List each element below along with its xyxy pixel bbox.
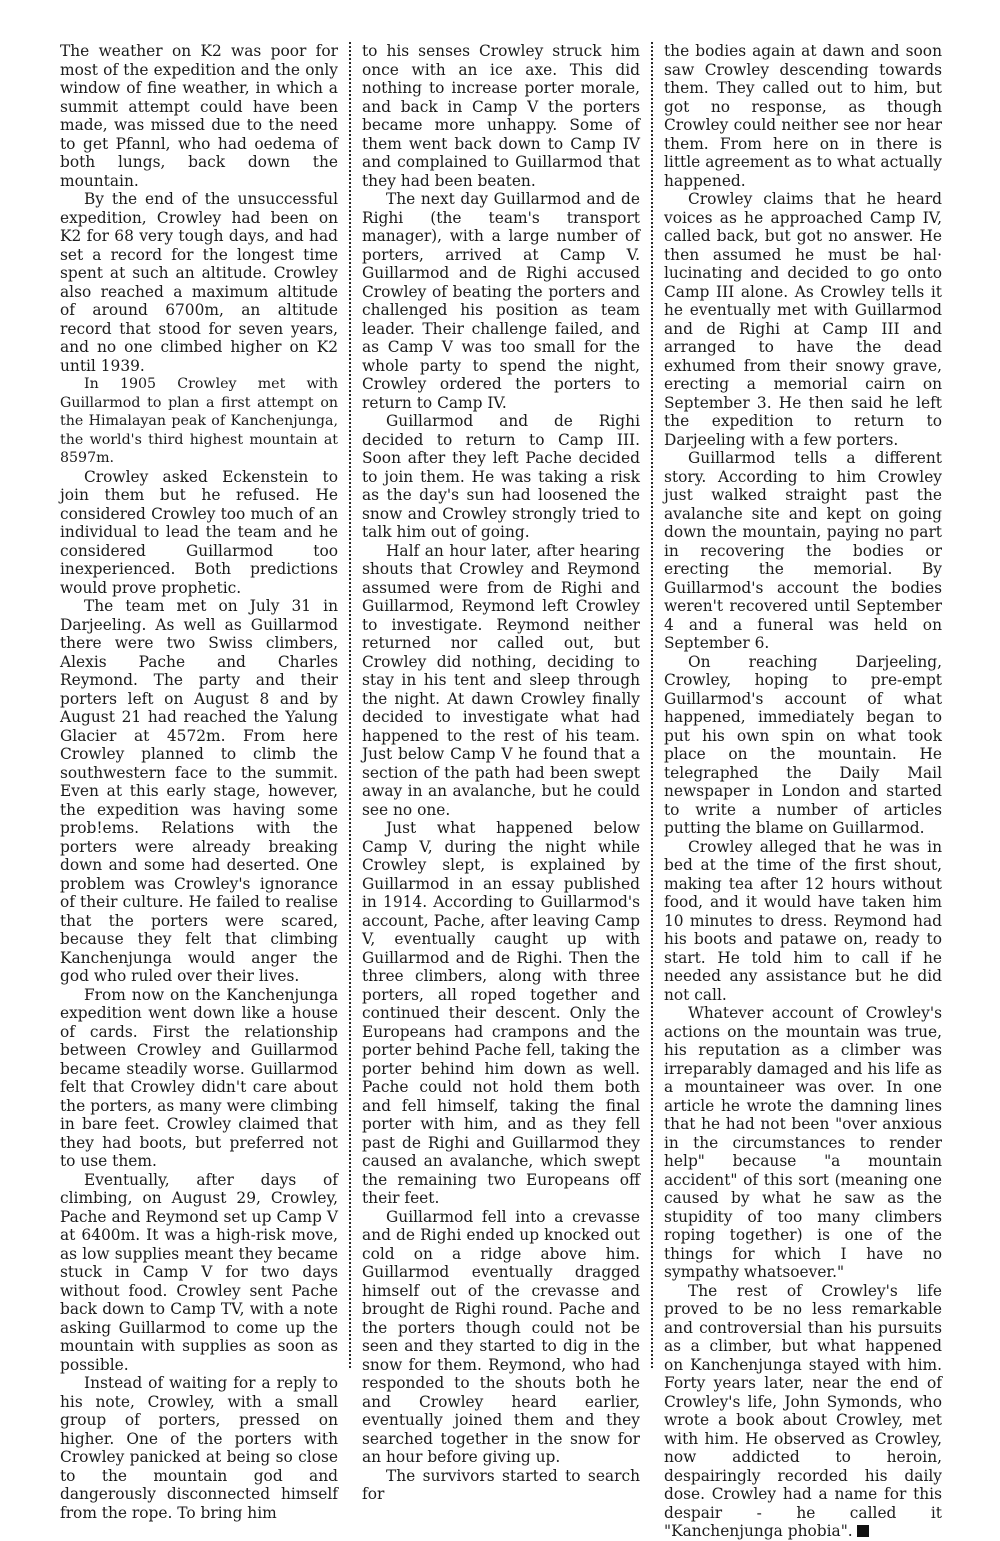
paragraph: Guillarmod fell into a crevasse and de Righi ended up knocked out cold on a ridge above him. Guillarmod eventually dragged himself out of the crevasse and brought de Righi round. Pache and the porters though could not be seen and they started to dig in the snow for them. Reymond, who had responded to the shouts both he and Crowley heard earlier, eventually joined them and they searched together in the snow for an hour before giving up. <box>362 1207 640 1466</box>
paragraph: In 1905 Crowley met with Guillarmod to plan a first attempt on the Himalayan peak of Kanchenjunga, the world's third highest mountain at 8597m. <box>60 376 338 466</box>
end-of-article-mark <box>857 1525 869 1537</box>
column-divider <box>338 42 362 1368</box>
paragraph: Instead of waiting for a reply to his note, Crowley, with a small group of porters, pressed on higher. One of the porters with Crowley panicked at being so close to the mountain god and dangerously disconnected himself from the rope. To bring him <box>60 1374 338 1522</box>
paragraph: Guillarmod and de Righi decided to return to Camp III. Soon after they left Pache decided to join them. He was taking a risk as the day's sun had loosened the snow and Crowley strongly tried to talk him out of going. <box>362 412 640 541</box>
paragraph: Whatever account of Crowley's actions on the mountain was true, his reputation as a climber was irreparably damaged and his life as a mountaineer was over. In one article he wrote the damning lines that he had not been "over anxious in the circumstances to render help" because "a mountain accident" of this sort (meaning one caused by what he saw as the stupidity of too many climbers roping together) is one of the things for which I have no sympathy whatsoever." <box>664 1004 942 1281</box>
paragraph: The weather on K2 was poor for most of the expedition and the only window of fine weather, in which a summit attempt could have been made, was missed due to the need to get Pfannl, who had oedema of both lungs, back down the mountain. <box>60 42 338 190</box>
last-paragraph <box>664 1282 942 1541</box>
column-2 <box>362 42 640 1503</box>
paragraph: By the end of the unsuccessful expedition, Crowley had been on K2 for 68 very tough days, and had set a record for the longest time spent at such an altitude. Crowley also reached a maximum altitude of around 6700m, an altitude record that stood for seven years, and no one climbed higher on K2 until 1939. <box>60 190 338 375</box>
column-1 <box>60 42 338 1522</box>
paragraph-text: The rest of Crowley's life proved to be no less remarkable and controversial than his pursuits as a climber, but what happened on Kanchenjunga stayed with him. Forty years later, near the end of Crowley's life, John Symonds, who wrote a book about Crowley, met with him. He observed as Crowley, now addicted to heroin, despairingly recorded his daily dose. Crowley had a name for this despair - he called it "Kanchenjunga phobia". <box>664 1281 942 1540</box>
paragraph: Crowley asked Eckenstein to join them but he refused. He considered Crowley too much of an individual to lead the team and he considered Guillarmod too inexperienced. Both predictions would prove prophetic. <box>60 467 338 597</box>
paragraph: Crowley alleged that he was in bed at the time of the first shout, making tea after 12 hours without food, and it would have taken him 10 minutes to dress. Reymond had his boots and patawe on, ready to start. He told him to call if he needed any assistance but he did not call. <box>664 837 942 1004</box>
paragraph: From now on the Kanchenjunga expedition went down like a house of cards. First the relationship between Crowley and Guillarmod became steadily worse. Guillarmod felt that Crowley didn't care about the porters, as many were climbing in bare feet. Crowley claimed that they had boots, but preferred not to use them. <box>60 985 338 1170</box>
article-body <box>60 42 942 1540</box>
paragraph: Just what happened below Camp V, during the night while Crowley slept, is explained by Guillarmod in an essay published in 1914. According to Guillarmod's account, Pache, after leaving Camp V, eventually caught up with Guillarmod and de Righi. Then the three climbers, along with three porters, all roped together and continued their descent. Only the Europeans had crampons and the porter behind Pache fell, taking the porter behind him down as well. Pache could not hold them both and fell himself, taking the final porter with him, and as they fell past de Righi and Guillarmod they caused an avalanche, which swept the remaining two Europeans off their feet. <box>362 819 640 1207</box>
paragraph: Half an hour later, after hearing shouts that Crowley and Reymond assumed were from de Righi and Guillarmod, Reymond left Crowley to investigate. Reymond neither returned nor called out, but Crowley did nothing, deciding to stay in his tent and sleep through the night. At dawn Crowley finally decided to investigate what had happened to the rest of his team. Just below Camp V he found that a section of the path had been swept away in an avalanche, but he could see no one. <box>362 541 640 819</box>
paragraph: The survivors started to search for <box>362 1466 640 1503</box>
paragraph: the bodies again at dawn and soon saw Crowley descending towards them. They called out to him, but got no response, as though Crowley could neither see nor hear them. From here on in there is little agreement as to what actually happened. <box>664 42 942 190</box>
paragraph: Guillarmod tells a different story. According to him Crowley just walked straight past the avalanche site and kept on going down the mountain, paying no part in recovering the bodies or erecting the memorial. By Guillarmod's account the bodies weren't recovered until September 4 and a funeral was held on September 6. <box>664 449 942 652</box>
paragraph: Eventually, after days of climbing, on August 29, Crowley, Pache and Reymond set up Camp V at 6400m. It was a high-risk move, as low supplies meant they became stuck in Camp V for two days without food. Crowley sent Pache back down to Camp TV, with a note asking Guillarmod to come up the mountain with supplies as soon as possible. <box>60 1170 338 1374</box>
column-3 <box>664 42 942 1540</box>
column-divider <box>640 42 664 1368</box>
paragraph: The next day Guillarmod and de Righi (the team's transport manager), with a large number of porters, arrived at Camp V. Guillarmod and de Righi accused Crowley of beating the porters and challenged his position as team leader. Their challenge failed, and as Camp V was too small for the whole party to spend the night, Crowley ordered the porters to return to Camp IV. <box>362 190 640 412</box>
paragraph: On reaching Darjeeling, Crowley, hoping to pre-empt Guillarmod's account of what happened, immediately began to put his own spin on what took place on the mountain. He telegraphed the Daily Mail newspaper in London and started to write a number of articles putting the blame on Guillarmod. <box>664 652 942 837</box>
paragraph: Crowley claims that he heard voices as he approached Camp IV, called back, but got no answer. He then assumed he must be hal· lucinating and decided to go onto Camp III alone. As Crowley tells it he eventually met with Guillarmod and de Righi at Camp III and arranged to have the dead exhumed from their snowy grave, erecting a memorial cairn on September 3. He then said he left the expedition to return to Darjeeling with a few porters. <box>664 190 942 449</box>
paragraph: The team met on July 31 in Darjeeling. As well as Guillarmod there were two Swiss climbers, Alexis Pache and Charles Reymond. The party and their porters left on August 8 and by August 21 had reached the Yalung Glacier at 4572m. From here Crowley planned to climb the southwestern face to the summit. Even at this early stage, however, the expedition was having some prob!ems. Relations with the porters were already breaking down and some had deserted. One problem was Crowley's ignorance of their culture. He failed to realise that the porters were scared, because they felt that climbing Kanchenjunga would anger the god who ruled over their lives. <box>60 597 338 985</box>
paragraph: to his senses Crowley struck him once with an ice axe. This did nothing to increase porter morale, and back in Camp V the porters became more unhappy. Some of them went back down to Camp IV and complained to Guillarmod that they had been beaten. <box>362 42 640 190</box>
